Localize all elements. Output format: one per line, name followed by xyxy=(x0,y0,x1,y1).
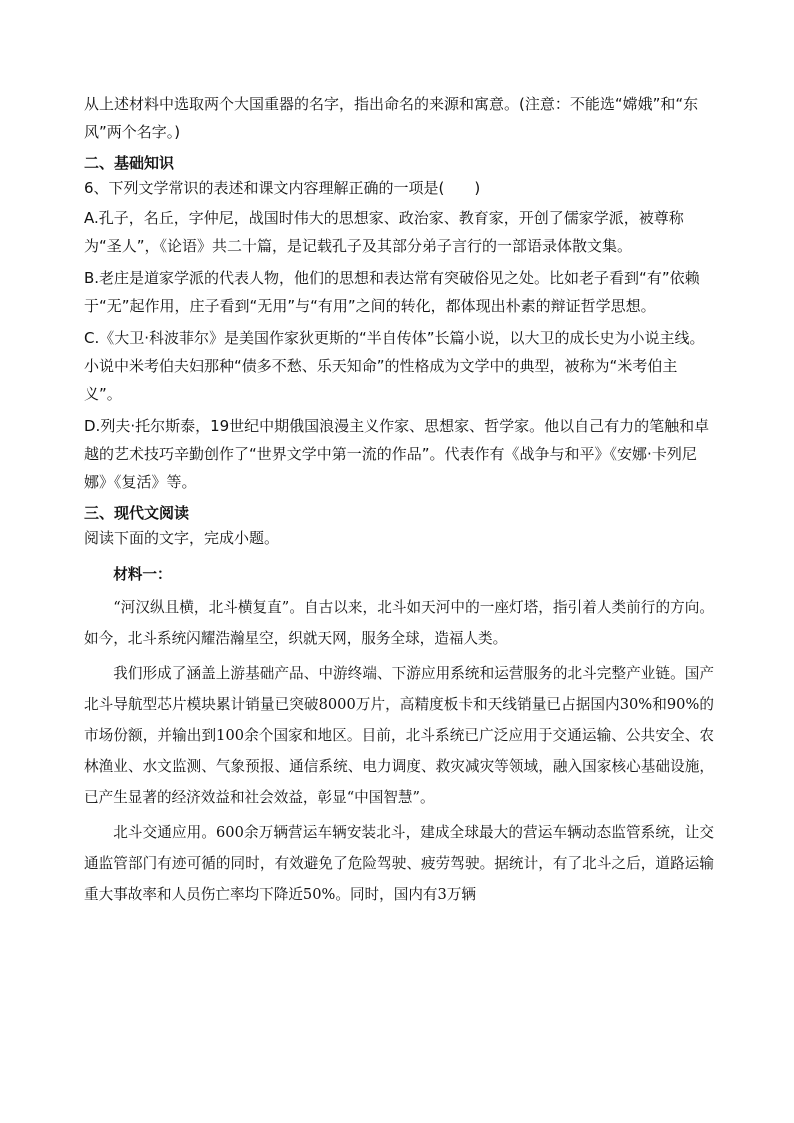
material-paragraph: 北斗交通应用。600余万辆营运车辆安装北斗，建成全球最大的营运车辆动态监管系统，让交通监管部门有迹可循的同时，有效避免了危险驾驶、疲劳驾驶。据统计，有了北斗之后，道路运输重大事故率和人员伤亡率均下降近50%。同时，国内有3万辆 xyxy=(84,824,714,903)
material-label: 材料一： xyxy=(113,566,172,583)
option-d: D.列夫·托尔斯泰，19世纪中期俄国浪漫主义作家、思想家、哲学家。他以自己有力的笔触和卓越的艺术技巧辛勤创作了“世界文学中第一流的作品”。代表作有《战争与和平》《安娜·卡列尼娜》《复活》等。 xyxy=(84,417,710,491)
section-heading-basic-knowledge: 二、基础知识 xyxy=(84,154,175,172)
option-c: C.《大卫·科波菲尔》是美国作家狄更斯的“半自传体”长篇小说，以大卫的成长史为小说主线。小说中米考伯夫妇那种“债多不愁、乐天知命”的性格成为文学中的典型，被称为“米考伯主义”。 xyxy=(84,329,705,403)
intro-question: 从上述材料中选取两个大国重器的名字，指出命名的来源和寓意。(注意：不能选“嫦娥”和“东风”两个名字。) xyxy=(84,95,699,141)
document-page xyxy=(84,90,714,910)
reading-instruction: 阅读下面的文字，完成小题。 xyxy=(84,529,280,547)
material-paragraph: 我们形成了涵盖上游基础产品、中游终端、下游应用系统和运营服务的北斗完整产业链。国产北斗导航型芯片模块累计销量已突破8000万片，高精度板卡和天线销量已占据国内30%和90%的市场份额，并输出到100余个国家和地区。目前，北斗系统已广泛应用于交通运输、公共安全、农林渔业、水文监测、气象预报、通信系统、电力调度、救灾减灾等领域，融入国家核心基础设施，已产生显著的经济效益和社会效益，彰显“中国智慧”。 xyxy=(84,665,714,806)
section-heading-modern-reading: 三、现代文阅读 xyxy=(84,504,190,522)
material-paragraph: “河汉纵且横，北斗横复直”。自古以来，北斗如天河中的一座灯塔，指引着人类前行的方向。如今，北斗系统闪耀浩瀚星空，织就天网，服务全球，造福人类。 xyxy=(84,599,714,647)
option-a: A.孔子，名丘，字仲尼，战国时伟大的思想家、政治家、教育家，开创了儒家学派，被尊称为“圣人”，《论语》共二十篇，是记载孔子及其部分弟子言行的一部语录体散文集。 xyxy=(84,209,684,255)
option-b: B.老庄是道家学派的代表人物，他们的思想和表达常有突破俗见之处。比如老子看到“有”依赖于“无”起作用，庄子看到“无用”与“有用”之间的转化，都体现出朴素的辩证哲学思想。 xyxy=(84,269,700,315)
question-6: 6、下列文学常识的表述和课文内容理解正确的一项是( ) xyxy=(84,179,481,197)
